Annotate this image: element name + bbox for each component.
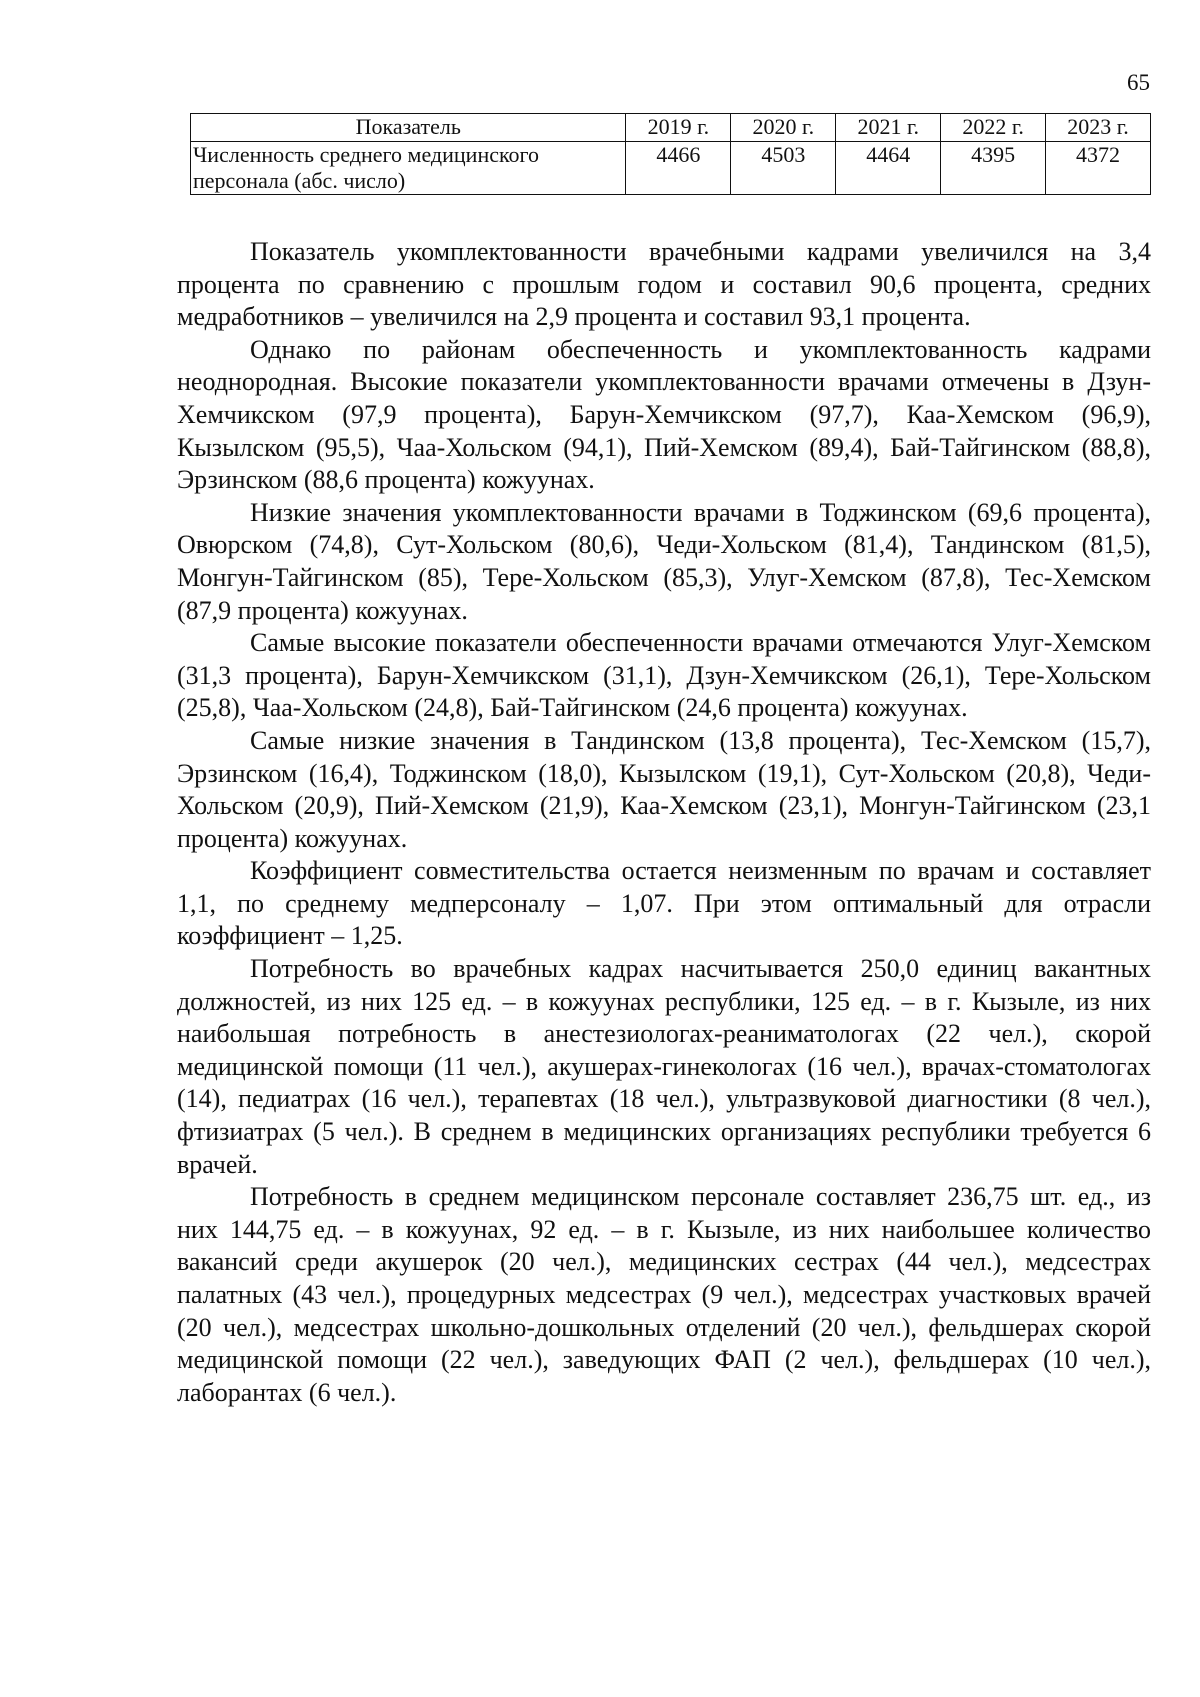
column-header: 2020 г. <box>731 114 836 142</box>
paragraph: Потребность во врачебных кадрах насчитывается 250,0 единиц вакантных должностей, из них 125 ед. – в кожуунах республики, 125 ед. – в г. Кызыле, из них наибольшая потребность в анестезиологах-реаниматологах (22 чел.), скорой медицинской помощи (11 чел.), акушерах-гинекологах (16 чел.), врачах-стоматологах (14), педиатрах (16 чел.), терапевтах (18 чел.), ультразвуковой диагностики (8 чел.), фтизиатрах (5 чел.). В среднем в медицинских организациях республики требуется 6 врачей. <box>177 954 1151 1179</box>
column-header: 2019 г. <box>626 114 731 142</box>
table-cell: 4466 <box>626 142 731 195</box>
column-header: Показатель <box>191 114 626 142</box>
body-text <box>177 236 1151 1409</box>
table-cell: 4503 <box>731 142 836 195</box>
column-header: 2021 г. <box>836 114 941 142</box>
table-cell: 4372 <box>1046 142 1151 195</box>
page-number: 65 <box>1127 70 1150 95</box>
table-cell: 4464 <box>836 142 941 195</box>
staff-table <box>190 113 1151 195</box>
paragraph: Однако по районам обеспеченность и укомплектованность кадрами неоднородная. Высокие показатели укомплектованности врачами отмечены в Дзун-Хемчикском (97,9 процента), Барун-Хемчикском (97,7), Каа-Хемском (96,9), Кызылском (95,5), Чаа-Хольском (94,1), Пий-Хемском (89,4), Бай-Тайгинском (88,8), Эрзинском (88,6 процента) кожуунах. <box>177 334 1151 495</box>
paragraph: Самые высокие показатели обеспеченности врачами отмечаются Улуг-Хемском (31,3 процента), Барун-Хемчикском (31,1), Дзун-Хемчикском (26,1), Тере-Хольском (25,8), Чаа-Хольском (24,8), Бай-Тайгинском (24,6 процента) кожуунах. <box>177 628 1151 723</box>
paragraph: Потребность в среднем медицинском персонале составляет 236,75 шт. ед., из них 144,75 ед. – в кожуунах, 92 ед. – в г. Кызыле, из них наибольшее количество вакансий среди акушерок (20 чел.), медицинских сестрах (44 чел.), медсестрах палатных (43 чел.), процедурных медсестрах (9 чел.), медсестрах участковых врачей (20 чел.), медсестрах школьно-дошкольных отделений (20 чел.), фельдшерах скорой медицинской помощи (22 чел.), заведующих ФАП (2 чел.), фельдшерах (10 чел.), лаборантах (6 чел.). <box>177 1182 1151 1407</box>
paragraph: Показатель укомплектованности врачебными кадрами увеличился на 3,4 процента по сравнению с прошлым годом и составил 90,6 процента, средних медработников – увеличился на 2,9 процента и составил 93,1 процента. <box>177 237 1151 332</box>
table-header-row <box>191 114 1151 142</box>
row-label <box>191 142 626 195</box>
paragraph: Самые низкие значения в Тандинском (13,8 процента), Тес-Хемском (15,7), Эрзинском (16,4), Тоджинском (18,0), Кызылском (19,1), Сут-Хольском (20,8), Чеди-Хольском (20,9), Пий-Хемском (21,9), Каа-Хемском (23,1), Монгун-Тайгинском (23,1 процента) кожуунах. <box>177 725 1151 853</box>
row-label-line: персонала (абс. число) <box>193 168 406 193</box>
table-cell: 4395 <box>941 142 1046 195</box>
table-row <box>191 142 1151 195</box>
column-header: 2022 г. <box>941 114 1046 142</box>
row-label-line: Численность среднего медицинского <box>193 142 540 167</box>
paragraph: Низкие значения укомплектованности врачами в Тоджинском (69,6 процента), Овюрском (74,8), Сут-Хольском (80,6), Чеди-Хольском (81,4), Тандинском (81,5), Монгун-Тайгинском (85), Тере-Хольском (85,3), Улуг-Хемском (87,8), Тес-Хемском (87,9 процента) кожуунах. <box>177 497 1151 625</box>
column-header: 2023 г. <box>1046 114 1151 142</box>
paragraph: Коэффициент совместительства остается неизменным по врачам и составляет 1,1, по среднему медперсоналу – 1,07. При этом оптимальный для отрасли коэффициент – 1,25. <box>177 856 1151 951</box>
